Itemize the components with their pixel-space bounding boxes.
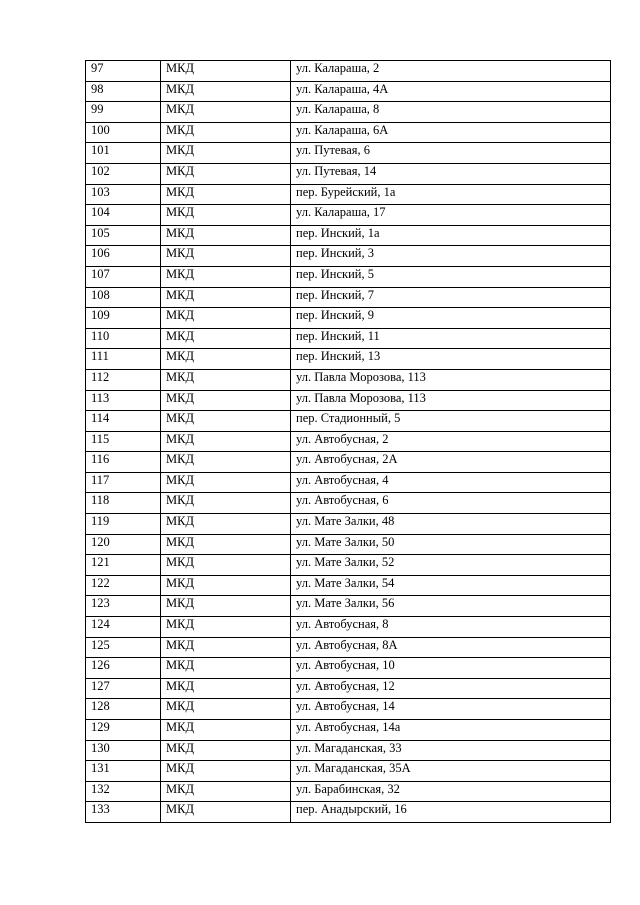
object-type-cell: МКД [161,493,291,514]
object-type-cell: МКД [161,390,291,411]
object-type-cell: МКД [161,184,291,205]
address-cell: пер. Инский, 1а [291,225,611,246]
address-cell: ул. Калараша, 6А [291,122,611,143]
table-row [86,678,611,699]
table-row [86,411,611,432]
table-row [86,266,611,287]
table-row [86,781,611,802]
table-row [86,637,611,658]
object-type-cell: МКД [161,472,291,493]
object-type-cell: МКД [161,720,291,741]
address-cell: ул. Мате Залки, 50 [291,534,611,555]
row-number-cell: 125 [86,637,161,658]
table-row [86,493,611,514]
address-cell: ул. Павла Морозова, 113 [291,369,611,390]
table-row [86,802,611,823]
object-type-cell: МКД [161,802,291,823]
row-number-cell: 126 [86,658,161,679]
row-number-cell: 119 [86,514,161,535]
address-cell: ул. Калараша, 2 [291,61,611,82]
address-cell: пер. Инский, 7 [291,287,611,308]
row-number-cell: 117 [86,472,161,493]
object-type-cell: МКД [161,781,291,802]
row-number-cell: 111 [86,349,161,370]
address-table-body [86,61,611,823]
row-number-cell: 102 [86,163,161,184]
row-number-cell: 113 [86,390,161,411]
row-number-cell: 110 [86,328,161,349]
row-number-cell: 128 [86,699,161,720]
address-cell: пер. Инский, 3 [291,246,611,267]
table-row [86,246,611,267]
table-row [86,81,611,102]
row-number-cell: 107 [86,266,161,287]
table-row [86,102,611,123]
address-cell: ул. Мате Залки, 48 [291,514,611,535]
address-cell: ул. Магаданская, 33 [291,740,611,761]
object-type-cell: МКД [161,308,291,329]
address-cell: пер. Инский, 9 [291,308,611,329]
address-cell: ул. Магаданская, 35А [291,761,611,782]
object-type-cell: МКД [161,349,291,370]
row-number-cell: 132 [86,781,161,802]
object-type-cell: МКД [161,287,291,308]
object-type-cell: МКД [161,637,291,658]
object-type-cell: МКД [161,555,291,576]
table-row [86,349,611,370]
address-cell: пер. Стадионный, 5 [291,411,611,432]
row-number-cell: 121 [86,555,161,576]
table-row [86,575,611,596]
address-cell: ул. Автобусная, 2 [291,431,611,452]
row-number-cell: 129 [86,720,161,741]
table-row [86,596,611,617]
row-number-cell: 97 [86,61,161,82]
object-type-cell: МКД [161,431,291,452]
address-cell: ул. Путевая, 6 [291,143,611,164]
address-cell: ул. Автобусная, 6 [291,493,611,514]
address-cell: ул. Автобусная, 12 [291,678,611,699]
object-type-cell: МКД [161,246,291,267]
object-type-cell: МКД [161,143,291,164]
row-number-cell: 124 [86,617,161,638]
address-cell: ул. Мате Залки, 56 [291,596,611,617]
table-row [86,225,611,246]
table-row [86,472,611,493]
row-number-cell: 99 [86,102,161,123]
object-type-cell: МКД [161,699,291,720]
address-cell: ул. Мате Залки, 52 [291,555,611,576]
object-type-cell: МКД [161,514,291,535]
row-number-cell: 130 [86,740,161,761]
table-row [86,390,611,411]
row-number-cell: 120 [86,534,161,555]
row-number-cell: 131 [86,761,161,782]
address-cell: ул. Автобусная, 2А [291,452,611,473]
table-row [86,720,611,741]
row-number-cell: 114 [86,411,161,432]
row-number-cell: 133 [86,802,161,823]
table-row [86,514,611,535]
object-type-cell: МКД [161,411,291,432]
address-cell: ул. Барабинская, 32 [291,781,611,802]
table-row [86,287,611,308]
object-type-cell: МКД [161,658,291,679]
object-type-cell: МКД [161,452,291,473]
address-cell: ул. Автобусная, 10 [291,658,611,679]
object-type-cell: МКД [161,163,291,184]
object-type-cell: МКД [161,575,291,596]
object-type-cell: МКД [161,761,291,782]
address-cell: пер. Бурейский, 1а [291,184,611,205]
row-number-cell: 109 [86,308,161,329]
table-row [86,617,611,638]
object-type-cell: МКД [161,328,291,349]
object-type-cell: МКД [161,122,291,143]
table-row [86,699,611,720]
table-row [86,308,611,329]
row-number-cell: 118 [86,493,161,514]
row-number-cell: 103 [86,184,161,205]
row-number-cell: 98 [86,81,161,102]
object-type-cell: МКД [161,81,291,102]
row-number-cell: 100 [86,122,161,143]
row-number-cell: 108 [86,287,161,308]
address-cell: пер. Инский, 5 [291,266,611,287]
table-row [86,452,611,473]
address-cell: ул. Автобусная, 14а [291,720,611,741]
address-cell: пер. Инский, 11 [291,328,611,349]
object-type-cell: МКД [161,266,291,287]
row-number-cell: 123 [86,596,161,617]
address-cell: пер. Анадырский, 16 [291,802,611,823]
address-cell: ул. Калараша, 4А [291,81,611,102]
address-cell: ул. Калараша, 17 [291,205,611,226]
table-row [86,555,611,576]
object-type-cell: МКД [161,205,291,226]
address-cell: ул. Автобусная, 4 [291,472,611,493]
table-row [86,328,611,349]
row-number-cell: 115 [86,431,161,452]
row-number-cell: 112 [86,369,161,390]
address-cell: ул. Павла Морозова, 113 [291,390,611,411]
object-type-cell: МКД [161,534,291,555]
table-row [86,658,611,679]
row-number-cell: 116 [86,452,161,473]
object-type-cell: МКД [161,369,291,390]
table-row [86,205,611,226]
row-number-cell: 105 [86,225,161,246]
address-cell: ул. Автобусная, 8 [291,617,611,638]
object-type-cell: МКД [161,678,291,699]
address-cell: ул. Путевая, 14 [291,163,611,184]
table-row [86,431,611,452]
object-type-cell: МКД [161,225,291,246]
table-row [86,740,611,761]
table-row [86,163,611,184]
address-cell: ул. Мате Залки, 54 [291,575,611,596]
address-cell: ул. Автобусная, 8А [291,637,611,658]
row-number-cell: 122 [86,575,161,596]
table-row [86,122,611,143]
row-number-cell: 127 [86,678,161,699]
object-type-cell: МКД [161,617,291,638]
object-type-cell: МКД [161,61,291,82]
row-number-cell: 106 [86,246,161,267]
row-number-cell: 101 [86,143,161,164]
address-cell: ул. Калараша, 8 [291,102,611,123]
object-type-cell: МКД [161,596,291,617]
row-number-cell: 104 [86,205,161,226]
table-row [86,143,611,164]
address-cell: пер. Инский, 13 [291,349,611,370]
address-cell: ул. Автобусная, 14 [291,699,611,720]
object-type-cell: МКД [161,102,291,123]
object-type-cell: МКД [161,740,291,761]
table-row [86,761,611,782]
address-table [85,60,611,823]
table-row [86,184,611,205]
table-row [86,61,611,82]
table-row [86,534,611,555]
table-row [86,369,611,390]
